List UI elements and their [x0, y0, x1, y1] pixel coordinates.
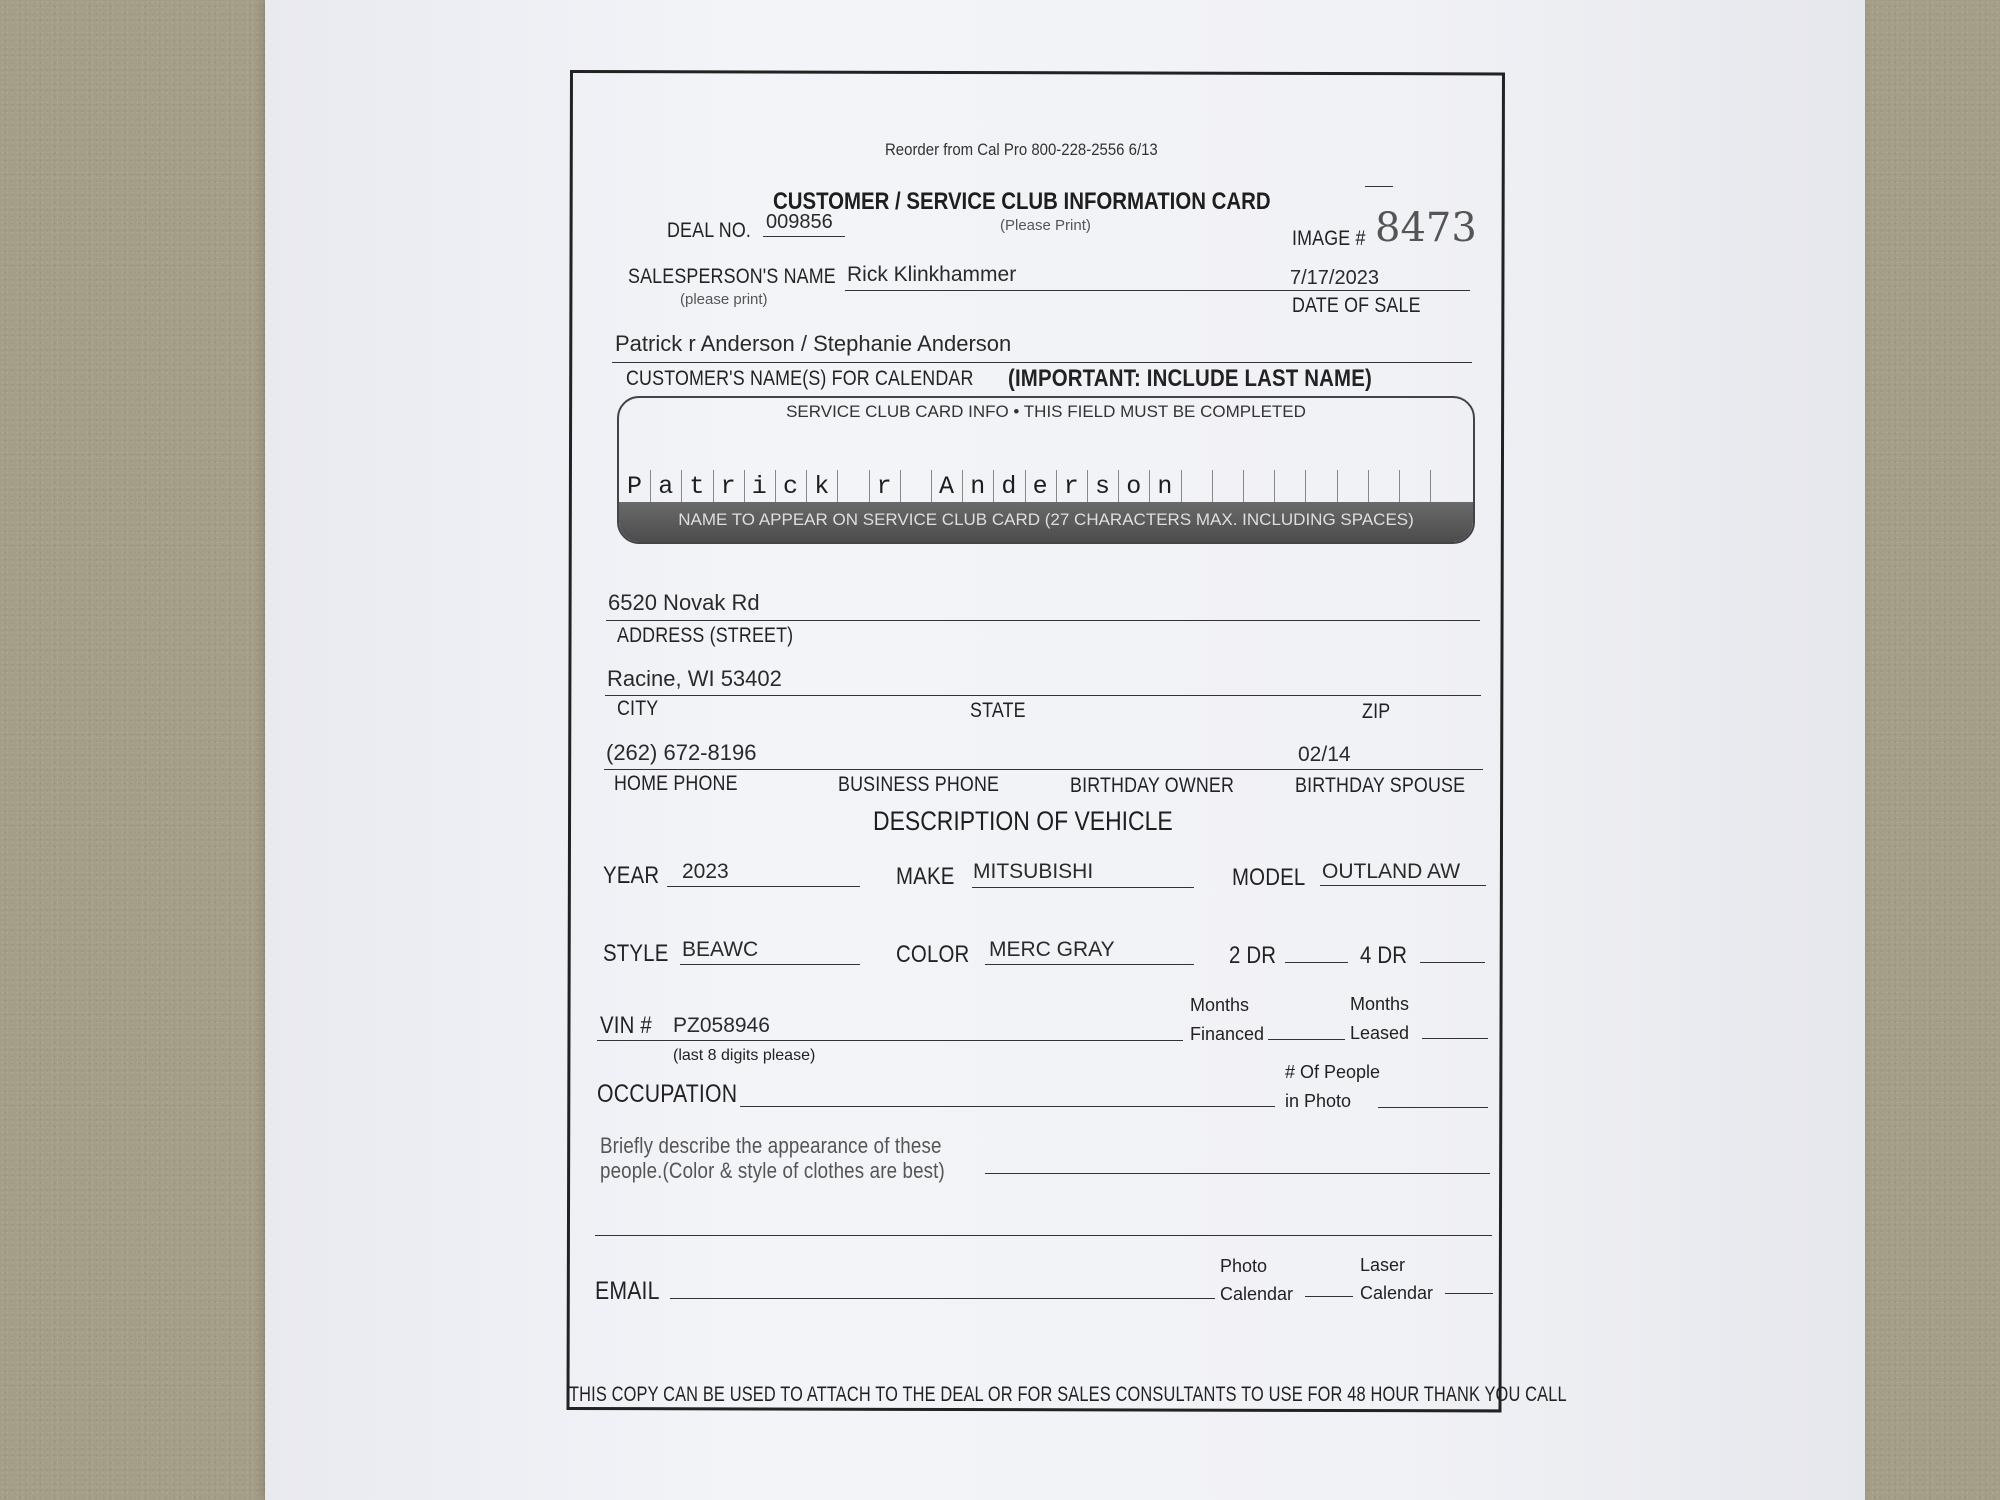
grid-tick [681, 470, 682, 504]
grid-tick [1181, 470, 1182, 504]
grid-tick [1025, 470, 1026, 504]
describe-line-2: people.(Color & style of clothes are best) [600, 1158, 945, 1183]
describe-line-1: Briefly describe the appearance of these [600, 1133, 942, 1158]
name-char: n [1157, 472, 1173, 501]
salesperson-label: SALESPERSON'S NAME [628, 265, 836, 288]
name-char: s [1095, 472, 1111, 501]
please-print-note: (Please Print) [1000, 217, 1091, 234]
laser-calendar-label-b: Calendar [1360, 1283, 1434, 1303]
grid-tick [1337, 470, 1338, 504]
grid-tick [775, 470, 776, 504]
grid-tick [993, 470, 994, 504]
name-char: t [689, 472, 705, 501]
zip-label: ZIP [1362, 700, 1391, 723]
months-financed-label-a: Months [1190, 995, 1250, 1015]
make-label: MAKE [896, 863, 955, 890]
occupation-label: OCCUPATION [597, 1080, 738, 1108]
grid-tick [962, 470, 963, 504]
city-label: CITY [617, 697, 659, 720]
customer-names-label: CUSTOMER'S NAME(S) FOR CALENDAR [626, 367, 974, 390]
grid-tick [837, 470, 838, 504]
grid-tick [1430, 470, 1431, 504]
date-of-sale-label: DATE OF SALE [1292, 294, 1421, 317]
grid-tick [1305, 470, 1306, 504]
grid-tick [1399, 470, 1400, 504]
home-phone-value: (262) 672-8196 [606, 740, 757, 765]
please-print-sub: (please print) [680, 291, 768, 308]
service-club-heading: SERVICE CLUB CARD INFO • THIS FIELD MUST BE COMPLETED [786, 402, 1306, 421]
name-char: o [1126, 472, 1142, 501]
grid-tick [869, 470, 870, 504]
name-char: a [658, 472, 674, 501]
name-char: e [1032, 472, 1048, 501]
birthday-spouse-label: BIRTHDAY SPOUSE [1295, 774, 1466, 797]
vin-note: (last 8 digits please) [673, 1047, 816, 1064]
deal-no-label: DEAL NO. [667, 219, 752, 242]
grid-tick [900, 470, 901, 504]
grid-tick [1243, 470, 1244, 504]
people-in-photo-label-a: # Of People [1285, 1062, 1381, 1082]
customer-names-value: Patrick r Anderson / Stephanie Anderson [615, 331, 1012, 356]
people-in-photo-label-b: in Photo [1285, 1091, 1352, 1111]
footer-note: THIS COPY CAN BE USED TO ATTACH TO THE DEAL OR FOR SALES CONSULTANTS TO USE FOR 48 HOUR THANK YOU CALL [569, 1383, 1567, 1406]
vin-label: VIN # [600, 1012, 652, 1039]
birthday-owner-label: BIRTHDAY OWNER [1070, 774, 1235, 797]
name-char: c [783, 472, 799, 501]
grid-tick [1274, 470, 1275, 504]
date-of-sale-value: 7/17/2023 [1290, 267, 1379, 289]
image-no-handwritten: 8473 [1375, 205, 1477, 251]
grid-tick [744, 470, 745, 504]
grid-tick [806, 470, 807, 504]
name-char: r [1063, 472, 1079, 501]
city-value: Racine, WI 53402 [607, 666, 782, 691]
grid-tick [931, 470, 932, 504]
reorder-note: Reorder from Cal Pro 800-228-2556 6/13 [885, 140, 1158, 159]
grid-tick [713, 470, 714, 504]
street-label: ADDRESS (STREET) [617, 624, 794, 647]
months-leased-label-a: Months [1350, 994, 1410, 1014]
four-door-label: 4 DR [1360, 942, 1408, 969]
deal-no-value: 009856 [766, 211, 833, 233]
important-note: (IMPORTANT: INCLUDE LAST NAME) [1008, 365, 1372, 392]
service-club-box [617, 396, 1475, 544]
vin-value: PZ058946 [673, 1014, 770, 1037]
year-value: 2023 [682, 860, 729, 883]
grid-tick [1212, 470, 1213, 504]
grid-tick [1056, 470, 1057, 504]
name-char: i [751, 472, 767, 501]
months-leased-label-b: Leased [1350, 1023, 1410, 1043]
state-label: STATE [970, 699, 1026, 722]
card-title: CUSTOMER / SERVICE CLUB INFORMATION CARD [773, 188, 1271, 215]
model-label: MODEL [1232, 864, 1306, 891]
name-char: A [939, 472, 955, 501]
color-value: MERC GRAY [989, 938, 1115, 961]
grid-tick [1368, 470, 1369, 504]
months-financed-label-b: Financed [1190, 1024, 1265, 1044]
model-value: OUTLAND AW [1322, 860, 1461, 883]
birthday-spouse-value: 02/14 [1298, 743, 1351, 766]
color-label: COLOR [896, 941, 970, 968]
name-char: r [720, 472, 736, 501]
grid-tick [1118, 470, 1119, 504]
style-value: BEAWC [682, 938, 759, 961]
grid-tick [1087, 470, 1088, 504]
name-char: k [814, 472, 830, 501]
two-door-label: 2 DR [1229, 942, 1277, 969]
salesperson-value: Rick Klinkhammer [847, 263, 1017, 286]
service-club-band: NAME TO APPEAR ON SERVICE CLUB CARD (27 CHARACTERS MAX. INCLUDING SPACES) [619, 502, 1473, 542]
style-label: STYLE [603, 940, 669, 967]
photo-calendar-label-b: Calendar [1220, 1284, 1294, 1304]
make-value: MITSUBISHI [973, 860, 1094, 883]
street-value: 6520 Novak Rd [608, 590, 760, 615]
year-label: YEAR [603, 862, 660, 889]
email-label: EMAIL [595, 1277, 660, 1305]
name-char: d [1001, 472, 1017, 501]
image-no-label: IMAGE # [1292, 227, 1366, 250]
name-char: P [627, 472, 643, 501]
vehicle-heading: DESCRIPTION OF VEHICLE [873, 806, 1173, 836]
grid-tick [1149, 470, 1150, 504]
name-char: n [970, 472, 986, 501]
business-phone-label: BUSINESS PHONE [838, 773, 1000, 796]
grid-tick [650, 470, 651, 504]
photo-calendar-label-a: Photo [1220, 1256, 1268, 1276]
home-phone-label: HOME PHONE [614, 772, 738, 795]
name-char: r [876, 472, 892, 501]
laser-calendar-label-a: Laser [1360, 1255, 1406, 1275]
